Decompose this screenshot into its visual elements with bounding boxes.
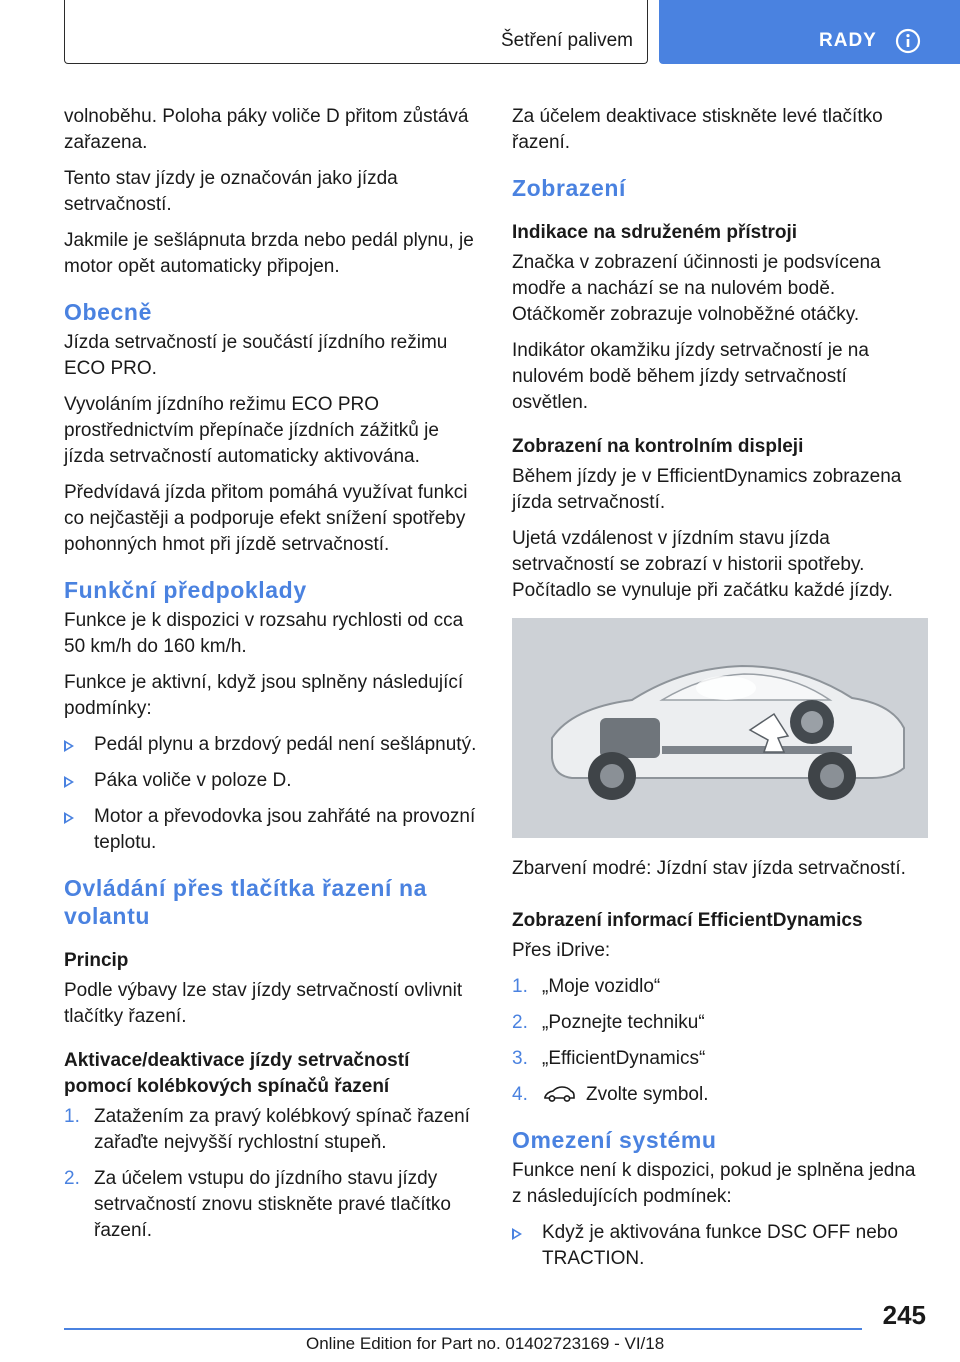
paragraph: Tento stav jízdy je označován jako jízda setrvačností. <box>64 168 398 215</box>
paragraph: Jízda setrvačností je součástí jízdního režimu ECO PRO. <box>64 332 448 379</box>
list-item: 2. Za účelem vstupu do jízdního stavu jízdy setrvačností znovu stiskněte pravé tlačítko řazení. <box>64 1168 451 1241</box>
heading-cluster: Indikace na sdruženém přístroji <box>512 222 798 243</box>
heading-info: Zobrazení informací EfficientDynamics <box>512 910 863 931</box>
car-drawing <box>512 618 928 838</box>
left-column <box>64 104 478 1254</box>
heading-control-display: Zobrazení na kontrolním displeji <box>512 436 804 457</box>
list-item: 4. Zvolte symbol. <box>512 1084 709 1105</box>
paragraph: Předvídavá jízda přitom pomáhá využívat funkci co nejčastěji a podporuje efekt snížení spotřeby pohonných hmot při jízdě setrvačností. <box>64 482 468 555</box>
paragraph: Funkce je k dispozici v rozsahu rychlosti od cca 50 km/h do 160 km/h. <box>64 610 464 657</box>
heading-limits: Omezení systému <box>512 1127 717 1153</box>
edition-note: Online Edition for Part no. 01402723169 - VI/18 <box>306 1334 665 1353</box>
figure-caption: Zbarvení modré: Jízdní stav jízda setrvačností. <box>512 858 906 879</box>
paragraph: Za účelem deaktivace stiskněte levé tlačítko řazení. <box>512 106 883 153</box>
paragraph: Funkce je aktivní, když jsou splněny následující podmínky: <box>64 672 464 719</box>
list-item: Když je aktivována funkce DSC OFF nebo TRACTION. <box>512 1220 928 1272</box>
activation-steps <box>64 1104 478 1244</box>
conditions-list <box>64 732 478 856</box>
heading-general: Obecně <box>64 299 152 325</box>
paragraph: Podle výbavy lze stav jízdy setrvačností ovlivnit tlačítky řazení. <box>64 980 463 1027</box>
paragraph: Indikátor okamžiku jízdy setrvačností je na nulovém bodě během jízdy setrvačností osvětlen. <box>512 340 869 413</box>
heading-activation: Aktivace/deaktivace jízdy setrvačností pomocí kolébkových spínačů řazení <box>64 1050 410 1097</box>
list-item: Pedál plynu a brzdový pedál není sešlápnutý. <box>64 732 478 758</box>
list-item: Motor a převodovka jsou zahřáté na provozní teplotu. <box>64 804 478 856</box>
ready-label: RADY <box>819 30 877 51</box>
paragraph: Značka v zobrazení účinnosti je podsvícena modře a nachází se na nulovém bodě. Otáčkoměr zobrazuje volnoběžné otáčky. <box>512 252 881 325</box>
paragraph: Ujetá vzdálenost v jízdním stavu jízda setrvačností se zobrazí v historii spotřeby. Počítadlo se vynuluje při začátku každé jízdy. <box>512 528 893 601</box>
paragraph: Během jízdy je v EfficientDynamics zobrazena jízda setrvačností. <box>512 466 902 513</box>
page-number: 245 <box>882 1300 926 1330</box>
triangle-bullet-icon <box>64 740 74 752</box>
heading-prerequisites: Funkční předpoklady <box>64 577 307 603</box>
right-column <box>512 104 928 1282</box>
heading-paddles: Ovládání přes tlačítka řazení na volantu <box>64 875 428 929</box>
paragraph: Funkce není k dispozici, pokud je splněna jedna z následujících podmínek: <box>512 1160 916 1207</box>
triangle-bullet-icon <box>512 1228 522 1240</box>
triangle-bullet-icon <box>64 776 74 788</box>
info-icon[interactable] <box>895 28 921 54</box>
section-title: Šetření palivem <box>500 30 633 51</box>
paragraph: Jakmile je sešlápnuta brzda nebo pedál plynu, je motor opět automaticky připojen. <box>64 230 474 277</box>
heading-principle: Princip <box>64 950 129 971</box>
limits-list <box>512 1220 928 1272</box>
list-item: 1. „Moje vozidlo“ <box>512 976 661 997</box>
car-illustration <box>512 618 928 838</box>
footer-divider <box>64 1328 862 1330</box>
heading-display: Zobrazení <box>512 175 627 201</box>
list-item: 1. Zatažením za pravý kolébkový spínač řazení zařaďte nejvyšší rychlostní stupeň. <box>64 1106 470 1153</box>
header-section-tab <box>64 0 648 64</box>
list-item: 3. „EfficientDynamics“ <box>512 1048 706 1069</box>
car-symbol-icon <box>542 1085 576 1103</box>
paragraph: volnoběhu. Poloha páky voliče D přitom zůstává zařazena. <box>64 106 469 153</box>
list-item: Páka voliče v poloze D. <box>64 768 478 794</box>
paragraph: Přes iDrive: <box>512 940 611 961</box>
triangle-bullet-icon <box>64 812 74 824</box>
paragraph: Vyvoláním jízdního režimu ECO PRO prostřednictvím přepínače jízdních zážitků je jízda setrvačností automaticky aktivována. <box>64 394 439 467</box>
idrive-steps <box>512 974 928 1108</box>
header-ready-tab[interactable] <box>659 0 960 64</box>
list-item: 2. „Poznejte techniku“ <box>512 1012 705 1033</box>
